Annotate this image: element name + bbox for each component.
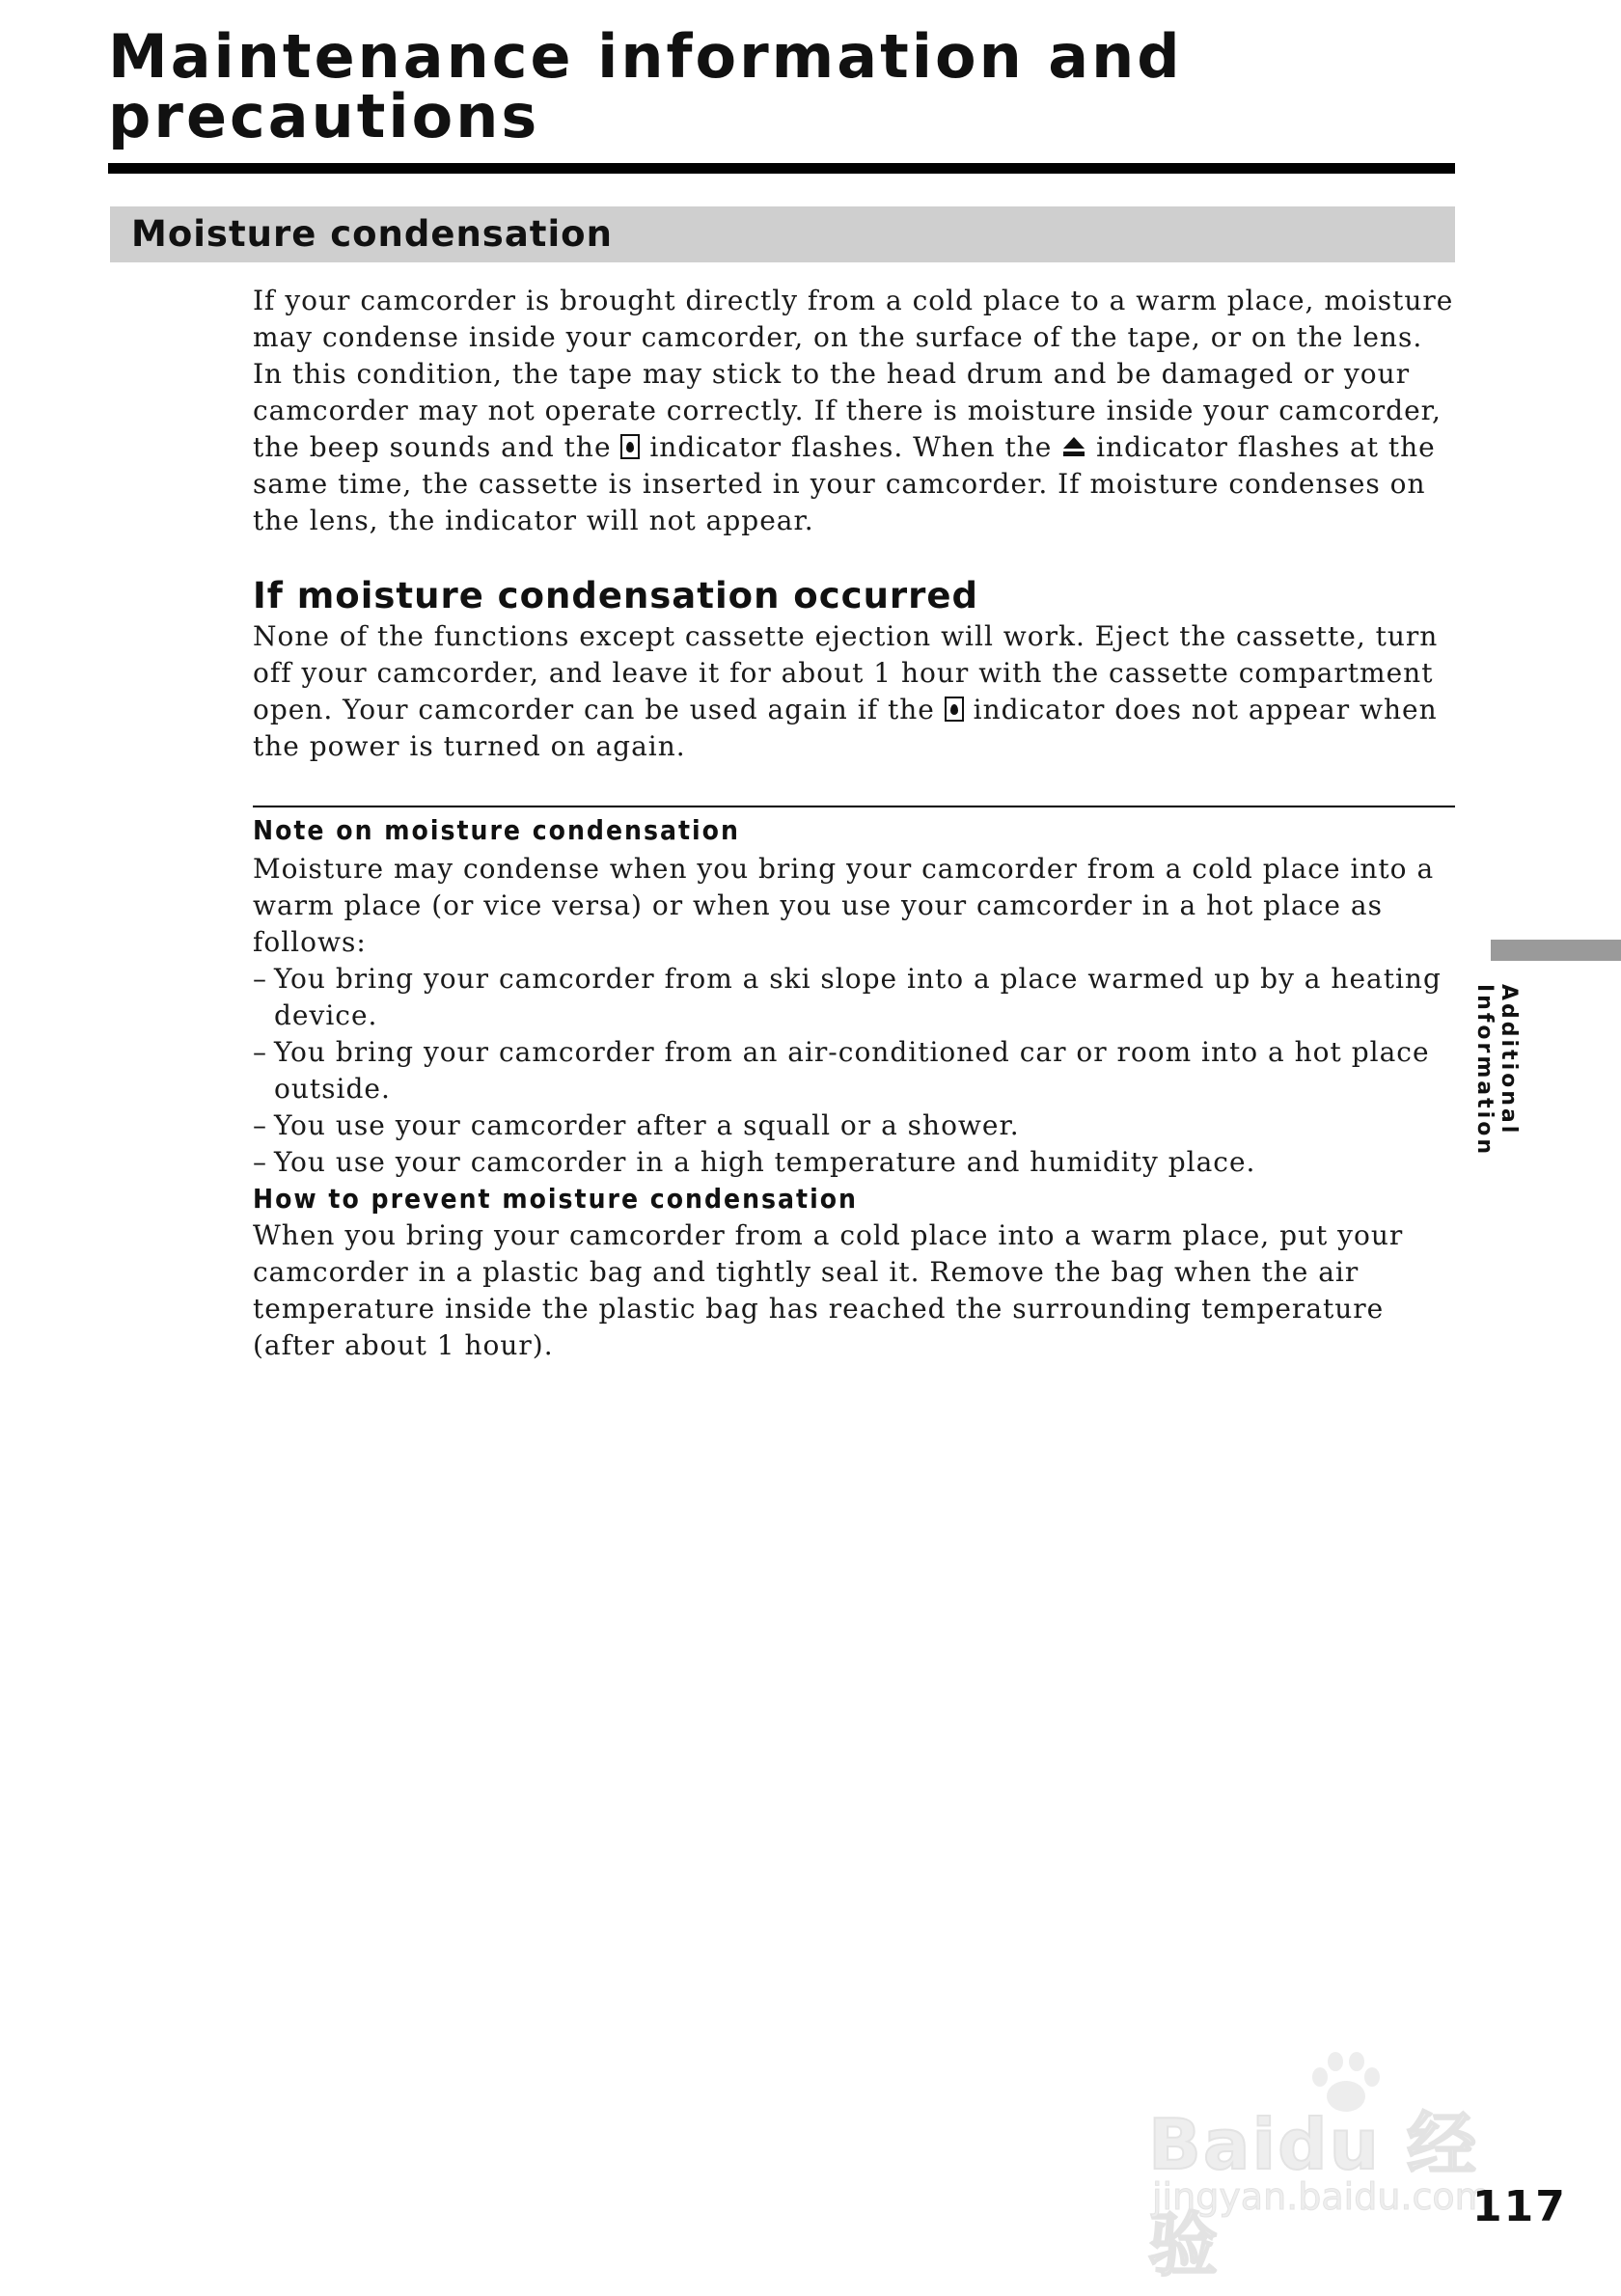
page-title-line2: precautions [108, 81, 540, 151]
page-number: 117 [1472, 2182, 1567, 2231]
note-divider [253, 806, 1455, 807]
prevent-heading: How to prevent moisture condensation [253, 1183, 858, 1215]
section-title: Moisture condensation [131, 213, 613, 255]
occurred-text-1: None of the functions except cassette ejection will work. Eject the cassette, turn off your camcorder, and leave it for about 1 hour with the cassette compartment open. Your camcorder can be used again if the [253, 620, 1439, 725]
occurred-paragraph [253, 618, 1459, 765]
section-tab-marker [1491, 940, 1621, 961]
title-rule [108, 163, 1455, 174]
intro-paragraph [253, 283, 1459, 539]
note-heading: Note on moisture condensation [253, 814, 740, 846]
list-item: – You bring your camcorder from an air-conditioned car or room into a hot place outside. [253, 1034, 1459, 1107]
page-title-line1: Maintenance information and [108, 21, 1183, 92]
intro-text-2: indicator flashes. When the [640, 431, 1062, 463]
prevent-paragraph: When you bring your camcorder from a cold place into a warm place, put your camcorder in a plastic bag and tightly seal it. Remove the bag when the air temperature inside the plastic bag has reached the surrounding temperature (after about 1 hour). [253, 1219, 1404, 1361]
moisture-indicator-icon [945, 697, 964, 722]
eject-icon [1061, 435, 1086, 458]
occurred-text-2: indicator does not appear when the power is turned on again. [253, 694, 1438, 762]
intro-text-3: indicator flashes at the same time, the cassette is inserted in your camcorder. If moisture condenses on the lens, the indicator will not appear. [253, 431, 1436, 536]
list-item: – You use your camcorder in a high temperature and humidity place. [253, 1144, 1459, 1181]
note-body [253, 851, 1459, 1181]
page-title [108, 21, 1459, 151]
moisture-indicator-icon [620, 434, 640, 459]
watermark-logo-text: Baidu 经验 [1148, 2104, 1479, 2285]
intro-text-1: If your camcorder is brought directly from a cold place to a warm place, moisture may condense inside your camcorder, on the surface of the tape, or on the lens. In this condition, the tape may stick to the head drum and be damaged or your camcorder may not operate correctly. If there is moisture inside your camcorder, the beep sounds and the [253, 285, 1454, 463]
list-item: – You bring your camcorder from a ski slope into a place warmed up by a heating device. [253, 961, 1459, 1034]
note-list [253, 961, 1459, 1181]
side-tab-label: Additional Information [1472, 984, 1521, 1157]
occurred-heading: If moisture condensation occurred [253, 575, 978, 616]
list-item: – You use your camcorder after a squall or a shower. [253, 1107, 1459, 1144]
watermark-url: jingyan.baidu.com [1152, 2175, 1491, 2218]
note-intro: Moisture may condense when you bring your camcorder from a cold place into a warm place (or vice versa) or when you use your camcorder in a hot place as follows: [253, 853, 1435, 958]
